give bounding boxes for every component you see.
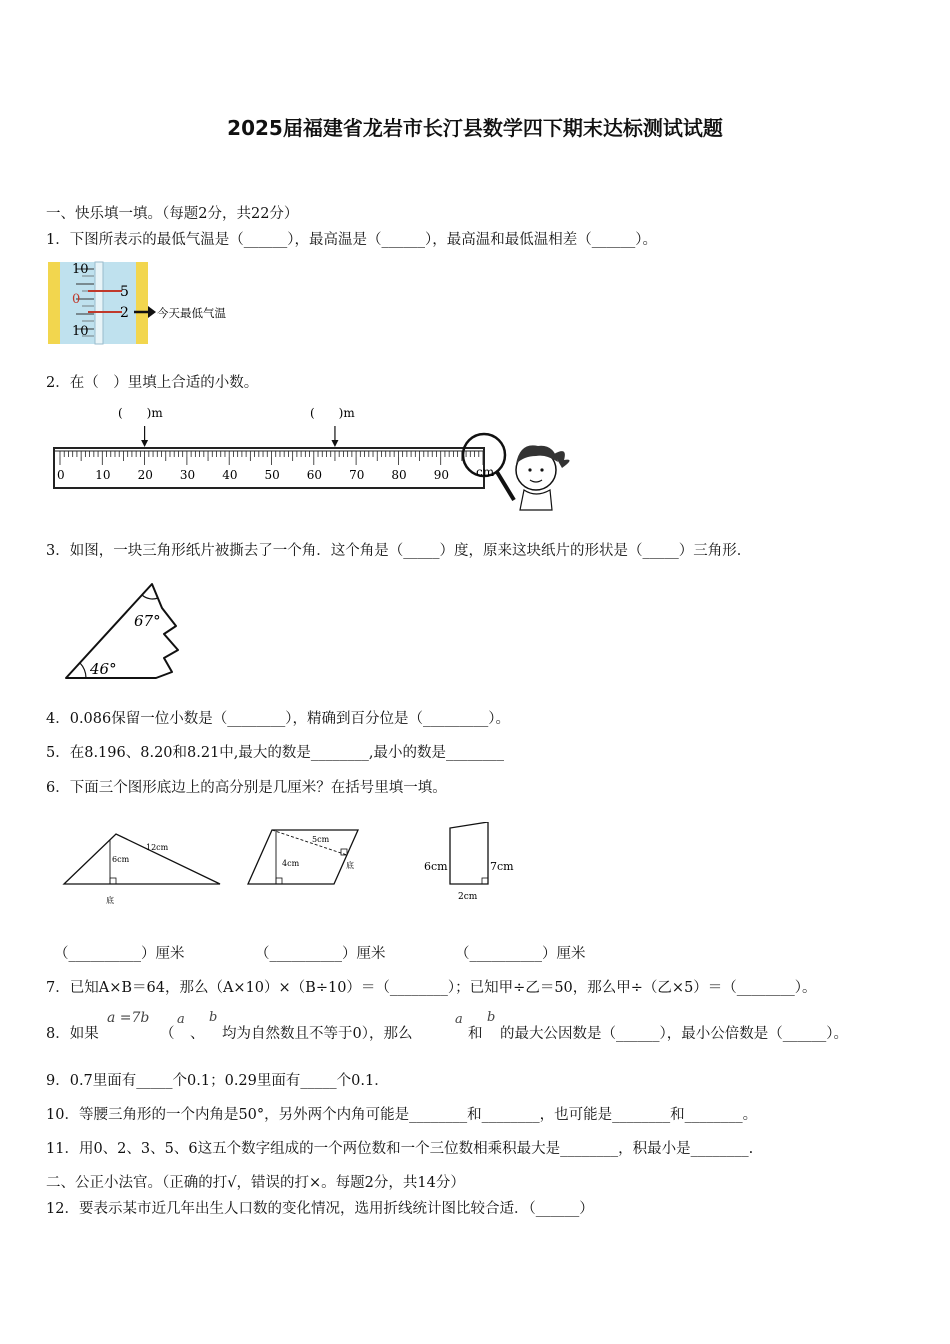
question-8-prefix: 8．如果 [46,1026,99,1042]
page-title: 2025届福建省龙岩市长汀县数学四下期末达标测试试题 [227,116,723,140]
question-7: 7．已知A×B＝64，那么（A×10）×（B÷10）＝（________）；已知甲÷乙＝50，那么甲÷（乙×5）＝（________）。 [46,980,817,996]
ruler-arrow-icon [141,440,148,447]
figure-1-triangle [64,834,220,884]
thermo-arrow-label: 今天最低气温 [157,306,226,320]
question-12: 12．要表示某市近几年出生人口数的变化情况，选用折线统计图比较合适．（______） [46,1201,594,1217]
figure-2-height-label: 4cm [282,859,300,868]
question-6: 6．下面三个图形底边上的高分别是几厘米？在括号里填一填。 [46,780,447,796]
angle-label-top: 67° [134,612,161,630]
question-8-var-b: b [209,1010,218,1025]
thermo-label-zero: 0 [72,292,81,307]
ruler-label: 80 [391,468,407,482]
question-6-answer-2: （__________）厘米 [255,946,386,962]
question-8-var-a2: a [455,1012,463,1027]
thermo-label-bottom: 10 [72,324,89,339]
ruler-blank-2: ( )m [310,406,355,420]
ruler-unit: cm [476,465,495,479]
question-8-paren: （ [160,1026,175,1042]
thermometer-tube [95,262,103,344]
ruler-arrows [141,426,338,447]
magnifier-handle [497,472,514,500]
question-5: 5．在8.196、8.20和8.21中,最大的数是________,最小的数是________ [46,745,505,761]
question-8-equation: a =7b [107,1010,150,1026]
figure-1-height-label: 6cm [112,855,130,864]
height-figures [58,822,528,910]
figure-1-side-label: 12cm [146,843,169,852]
ruler-figure [46,398,576,513]
thermometer-figure [46,260,246,346]
torn-triangle-figure [58,580,188,684]
question-6-answer-3: （__________）厘米 [455,946,586,962]
question-8-and: 和 [468,1026,483,1042]
ruler-label: 30 [179,468,196,482]
ruler-label: 10 [95,468,111,482]
girl-cartoon-icon [516,445,570,510]
ruler-label: 50 [264,468,280,482]
ruler-label: 70 [349,468,365,482]
figure-3-left-label: 6cm [424,860,448,873]
ruler-arrow-icon [331,440,338,447]
thermo-label-min: 2 [120,305,129,321]
thermo-label-max: 5 [120,284,129,300]
figure-2-base-label: 底 [346,861,354,870]
arrow-head-icon [148,306,156,318]
figure-2-side-label: 5cm [312,835,330,844]
ruler-label: 60 [306,468,323,482]
question-3: 3．如图，一块三角形纸片被撕去了一个角．这个角是（_____）度，原来这块纸片的形状是（_____）三角形． [46,543,752,559]
thermo-label-top: 10 [72,262,89,277]
question-2: 2．在（ ）里填上合适的小数。 [46,375,259,391]
figure-3-trapezoid [450,822,488,884]
ruler-label: 90 [433,468,449,482]
question-8-var-a: a [177,1012,185,1027]
figure-3-bottom-label: 2cm [458,892,478,902]
ruler-label: 20 [137,468,153,482]
question-11: 11．用0、2、3、5、6这五个数字组成的一个两位数和一个三位数相乘积最大是________，积最小是________. [46,1141,754,1157]
section-1-heading: 一、快乐填一填。（每题2分，共22分） [46,206,299,222]
question-8-mid: 均为自然数且不等于0），那么 [222,1026,413,1042]
question-4: 4．0.086保留一位小数是（________），精确到百分位是（_________）。 [46,711,510,727]
figure-1-base-label: 底 [106,896,114,905]
question-10: 10．等腰三角形的一个内角是50°，另外两个内角可能是________和________，也可能是________和________。 [46,1107,758,1123]
question-8-var-b2: b [487,1010,496,1025]
question-1: 1．下图所表示的最低气温是（______），最高温是（______），最高温和最低温相差（______）。 [46,232,657,248]
question-8-sep: 、 [190,1026,205,1042]
section-2-heading: 二、公正小法官。（正确的打√，错误的打×。每题2分，共14分） [46,1175,465,1191]
question-6-answer-1: （__________）厘米 [54,946,185,962]
figure-3-right-label: 7cm [490,860,514,873]
question-9: 9．0.7里面有_____个0.1；0.29里面有_____个0.1． [46,1073,389,1089]
ruler-label: 40 [222,468,238,482]
torn-triangle-shape [66,584,178,678]
ruler-blank-1: ( )m [118,406,163,420]
question-8-suffix: 的最大公因数是（______），最小公倍数是（______）。 [500,1026,848,1042]
ruler-label: 0 [57,468,65,482]
angle-label-left: 46° [90,660,117,678]
figure-2-parallelogram [248,830,358,884]
